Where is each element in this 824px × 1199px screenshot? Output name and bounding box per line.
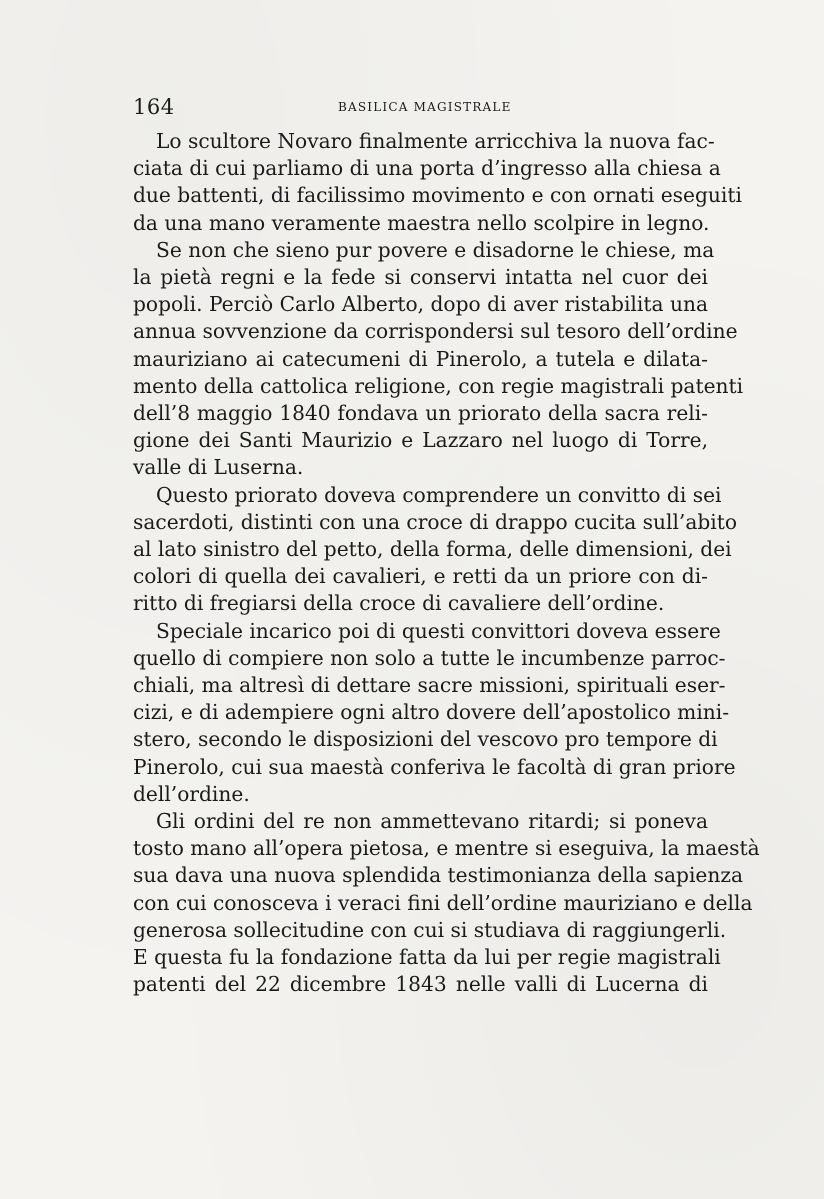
text-line: la pietà regni e la fede si conservi intatta nel cuor dei: [133, 265, 708, 290]
page-number: 164: [133, 95, 175, 119]
text-line: Questo priorato doveva comprendere un convitto di sei: [156, 482, 722, 507]
text-line: valle di Luserna.: [133, 455, 304, 480]
text-line: ritto di fregiarsi della croce di cavaliere dell’ordine.: [133, 591, 665, 616]
text-line: annua sovvenzione da corrispondersi sul tesoro dell’ordine: [133, 319, 738, 344]
paragraph-3: [133, 482, 738, 618]
text-line: dell’ordine.: [133, 781, 250, 806]
text-line: sua dava una nuova splendida testimonianza della sapienza: [133, 863, 744, 888]
text-line: Speciale incarico poi di questi convittori doveva essere: [156, 618, 721, 643]
paragraph-1: [133, 128, 742, 237]
text-line: due battenti, di facilissimo movimento e con ornati eseguiti: [133, 183, 742, 208]
running-head: BASILICA MAGISTRALE: [338, 100, 512, 114]
text-line: Se non che sieno pur povere e disadorne le chiese, ma: [156, 237, 715, 262]
text-line: colori di quella dei cavalieri, e retti da un priore con di-: [133, 564, 708, 589]
text-line: da una mano veramente maestra nello scolpire in legno.: [133, 210, 710, 235]
text-line: patenti del 22 dicembre 1843 nelle valli di Lucerna di: [133, 972, 708, 997]
text-line: mauriziano ai catecumeni di Pinerolo, a tutela e dilata-: [133, 346, 708, 371]
text-line: generosa sollecitudine con cui si studiava di raggiungerli.: [133, 917, 727, 942]
text-line: E questa fu la fondazione fatta da lui per regie magistrali: [133, 945, 721, 970]
text-line: al lato sinistro del petto, della forma, delle dimensioni, dei: [133, 537, 732, 562]
text-line: gione dei Santi Maurizio e Lazzaro nel luogo di Torre,: [133, 428, 708, 453]
text-line: cizi, e di adempiere ogni altro dovere dell’apostolico mini-: [133, 700, 730, 725]
text-line: Pinerolo, cui sua maestà conferiva le facoltà di gran priore: [133, 754, 736, 779]
text-line: chiali, ma altresì di dettare sacre missioni, spirituali eser-: [133, 673, 726, 698]
text-line: ciata di cui parliamo di una porta d’ingresso alla chiesa a: [133, 156, 721, 181]
text-line: mento della cattolica religione, con regie magistrali patenti: [133, 373, 744, 398]
paragraph-4: [133, 618, 736, 808]
text-line: dell’8 maggio 1840 fondava un priorato della sacra reli-: [133, 401, 708, 426]
text-line: sacerdoti, distinti con una croce di drappo cucita sull’abito: [133, 509, 738, 534]
body-text: [133, 128, 760, 999]
text-line: tosto mano all’opera pietosa, e mentre si eseguiva, la maestà: [133, 836, 760, 861]
text-line: Gli ordini del re non ammettevano ritardi; si poneva: [156, 809, 708, 834]
text-line: quello di compiere non solo a tutte le incumbenze parroc-: [133, 645, 726, 670]
text-line: popoli. Perciò Carlo Alberto, dopo di aver ristabilita una: [133, 292, 708, 317]
paragraph-2: [133, 237, 744, 482]
text-line: stero, secondo le disposizioni del vescovo pro tempore di: [133, 727, 718, 752]
text-line: con cui conosceva i veraci fini dell’ordine mauriziano e della: [133, 890, 753, 915]
text-line: Lo scultore Novaro finalmente arricchiva la nuova fac-: [156, 129, 715, 153]
page-header: [133, 95, 708, 119]
paragraph-5: [133, 808, 760, 998]
